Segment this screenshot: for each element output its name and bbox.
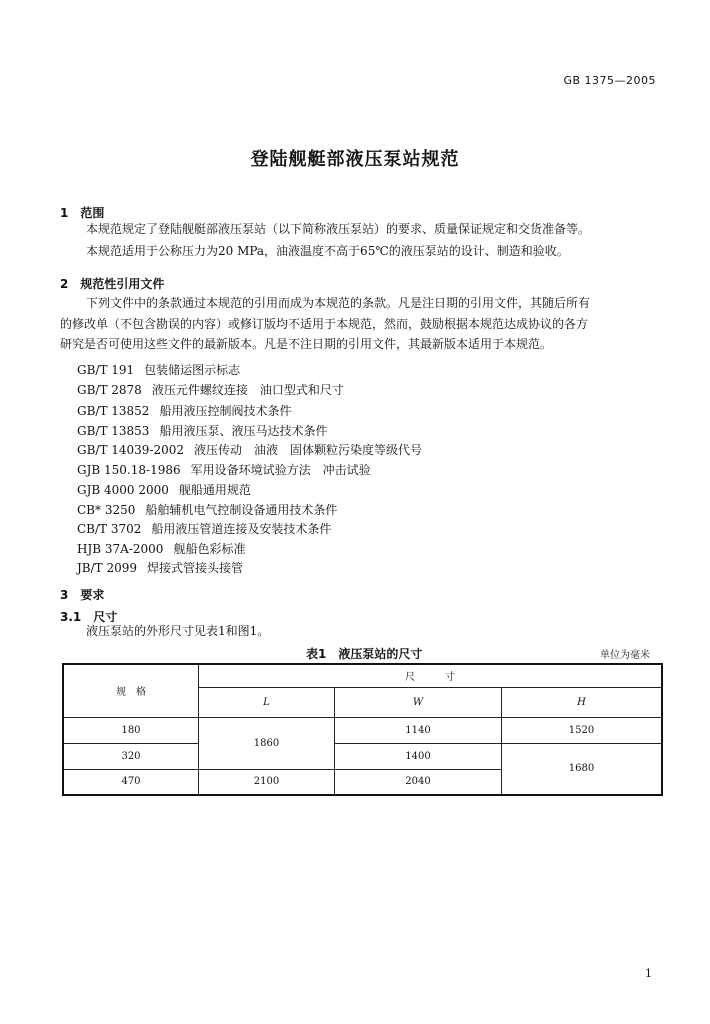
reference-title: 船用液压泵、液压马达技术条件 — [159, 424, 328, 438]
table-row — [63, 717, 662, 743]
reference-title: 焊接式管接头接管 — [147, 561, 244, 575]
reference-code: GB/T 13853 — [77, 424, 150, 438]
reference-title: 舰船通用规范 — [178, 483, 251, 497]
reference-code: JB/T 2099 — [77, 561, 138, 575]
reference-item — [77, 481, 251, 498]
reference-title: 军用设备环境试验方法 冲击试验 — [190, 463, 371, 477]
reference-code: GB/T 2878 — [77, 383, 142, 397]
reference-title: 船用液压控制阀技术条件 — [159, 404, 292, 418]
table-cell-spec: 180 — [63, 717, 199, 743]
section-2-line-2: 的修改单（不包含勘误的内容）或修订版均不适用于本规范，然而，鼓励根据本规范达成协议的各方 — [60, 317, 589, 331]
table-header-W: W — [335, 687, 502, 717]
table-cell-W: 1140 — [335, 717, 502, 743]
reference-code: GB/T 14039-2002 — [77, 443, 185, 457]
reference-item — [77, 540, 245, 557]
reference-item — [77, 422, 327, 439]
table-cell-spec: 470 — [63, 769, 199, 795]
standard-code: GB 1375—2005 — [563, 74, 656, 87]
section-2-line-1: 下列文件中的条款通过本规范的引用而成为本规范的条款。凡是注日期的引用文件，其随后所有 — [86, 296, 591, 310]
table-unit: 单位为毫米 — [600, 650, 650, 661]
section-2-line-3: 研究是否可使用这些文件的最新版本。凡是不注日期的引用文件，其最新版本适用于本规范。 — [60, 337, 553, 351]
section-3-1-text: 液压泵站的外形尺寸见表1和图1。 — [86, 624, 270, 638]
section-1-line-1: 本规范规定了登陆舰艇部液压泵站（以下简称液压泵站）的要求、质量保证规定和交货准备等。 — [86, 222, 591, 236]
reference-item — [77, 501, 337, 518]
table-row — [63, 743, 662, 769]
reference-code: CB* 3250 — [77, 503, 136, 517]
table-header-H: H — [502, 687, 663, 717]
reference-item — [77, 381, 344, 398]
reference-code: GJB 150.18-1986 — [77, 463, 181, 477]
table-cell-W: 2040 — [335, 769, 502, 795]
reference-title: 液压传动 油液 固体颗粒污染度等级代号 — [194, 443, 423, 457]
reference-item — [77, 402, 291, 419]
reference-title: 液压元件螺纹连接 油口型式和尺寸 — [151, 383, 344, 397]
table-cell-L: 2100 — [199, 769, 335, 795]
reference-item — [77, 441, 422, 458]
reference-item — [77, 520, 331, 537]
section-1-line-2: 本规范适用于公称压力为20 MPa，油液温度不高于65℃的液压泵站的设计、制造和验收。 — [86, 244, 569, 258]
reference-code: GJB 4000 2000 — [77, 483, 169, 497]
reference-code: GB/T 13852 — [77, 404, 150, 418]
table-cell-W: 1400 — [335, 743, 502, 769]
table-header-dimension: 尺 寸 — [199, 664, 663, 687]
table-cell-L: 1860 — [199, 717, 335, 769]
table-caption: 表1 液压泵站的尺寸 — [306, 647, 423, 661]
reference-item — [77, 361, 240, 378]
section-2-heading: 2 规范性引用文件 — [60, 277, 165, 291]
table-cell-spec: 320 — [63, 743, 199, 769]
reference-title: 船舶辅机电气控制设备通用技术条件 — [145, 503, 338, 517]
section-3-1-heading: 3.1 尺寸 — [60, 610, 118, 624]
dimensions-table — [62, 663, 663, 796]
reference-item — [77, 559, 243, 576]
document-title: 登陆舰艇部液压泵站规范 — [250, 149, 460, 170]
reference-title: 舰船色彩标准 — [173, 542, 246, 556]
table-cell-H: 1520 — [502, 717, 663, 743]
section-3-heading: 3 要求 — [60, 588, 105, 602]
reference-code: HJB 37A-2000 — [77, 542, 164, 556]
table-header-L: L — [199, 687, 335, 717]
reference-code: GB/T 191 — [77, 363, 135, 377]
section-1-heading: 1 范围 — [60, 206, 105, 220]
page-number: 1 — [645, 967, 652, 980]
reference-title: 包装储运图示标志 — [144, 363, 241, 377]
reference-title: 船用液压管道连接及安装技术条件 — [151, 522, 332, 536]
table-header-spec: 规 格 — [63, 664, 199, 717]
reference-item — [77, 461, 371, 478]
table-cell-H: 1680 — [502, 743, 663, 795]
reference-code: CB/T 3702 — [77, 522, 142, 536]
